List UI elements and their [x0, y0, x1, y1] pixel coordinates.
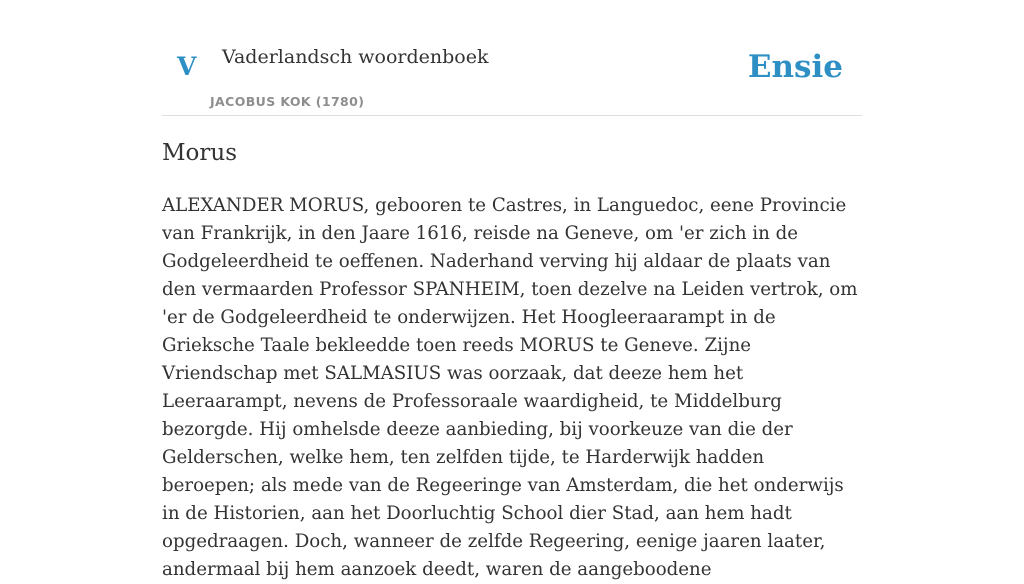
book-author: JACOBUS KOK (1780)	[210, 94, 365, 109]
header	[162, 0, 862, 116]
book-title[interactable]: Vaderlandsch woordenboek	[222, 46, 489, 68]
entry-body: ALEXANDER MORUS, gebooren te Castres, in Languedoc, eene Provincie van Frankrijk, in den Jaare 1616, reisde na Geneve, om 'er zich in de Godgeleerdheid te oeffenen. Naderhand verving hij aldaar de plaats van den vermaarden Professor SPANHEIM, toen dezelve na Leiden vertrok, om 'er de Godgeleerdheid te onderwijzen. Het Hoogleeraarampt in de Grieksche Taale bekleedde toen reeds MORUS te Geneve. Zijne Vriendschap met SALMASIUS was oorzaak, dat deeze hem het Leeraarampt, nevens de Professoraale waardigheid, te Middelburg bezorgde. Hij omhelsde deeze aanbieding, bij voorkeuze van die der Gelderschen, welke hem, ten zelfden tijde, te Harderwijk hadden beroepen; als mede van de Regeeringe van Amsterdam, die het onderwijs in de Historien, aan het Doorluchtig School dier Stad, aan hem hadt opgedraagen. Doch, wanneer de zelfde Regeering, eenige jaaren laater, andermaal bij hem aanzoek deedt, waren de aangeboodene	[162, 195, 858, 580]
dictionary-logo[interactable]: V	[177, 52, 197, 81]
ensie-logo-link[interactable]: Ensie	[747, 49, 843, 85]
page	[162, 0, 862, 580]
entry-title: Morus	[162, 140, 238, 166]
